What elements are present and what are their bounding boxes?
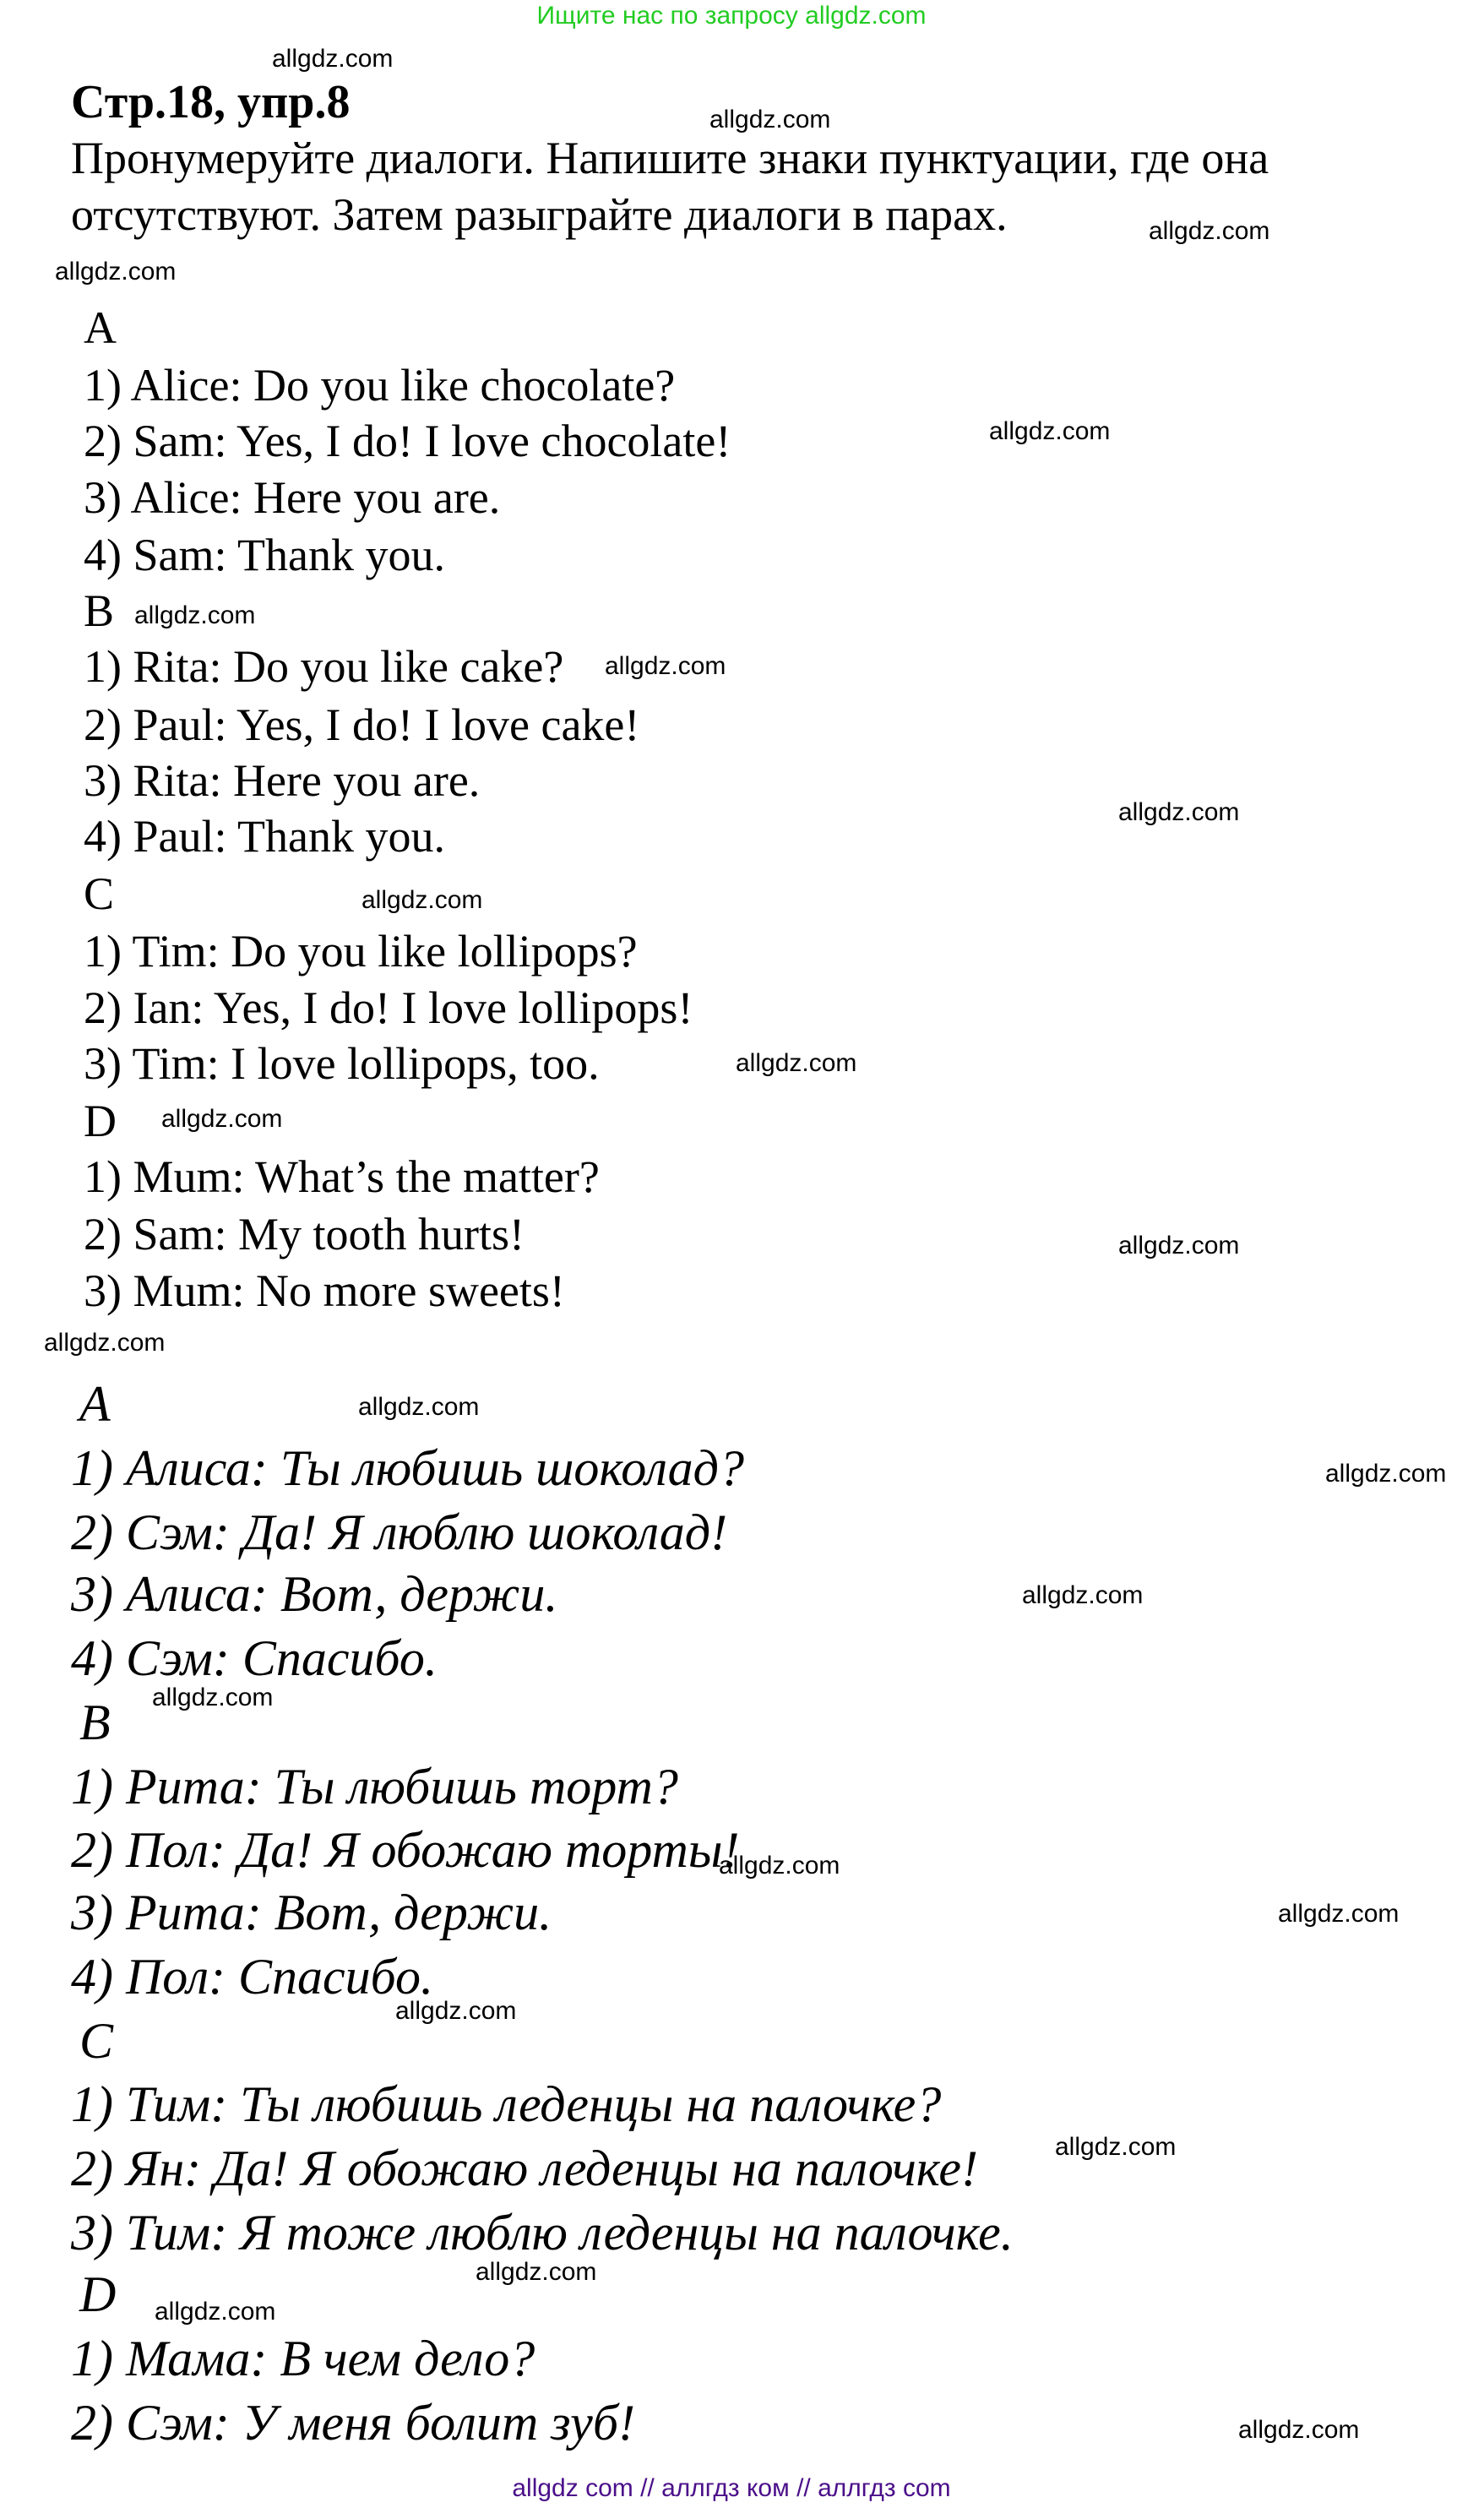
watermark: allgdz.com [55, 258, 177, 286]
search-hint-header: Ищите нас по запросу allgdz.com [536, 2, 927, 30]
watermark: allgdz.com [272, 45, 394, 73]
russian-dialogue-label: D [79, 2266, 117, 2322]
watermark: allgdz.com [989, 417, 1111, 445]
russian-dialogue-label: B [79, 1695, 111, 1750]
instruction-line-1: Пронумеруйте диалоги. Напишите знаки пунктуации, где она [71, 133, 1269, 183]
watermark: allgdz.com [709, 106, 831, 133]
watermark: allgdz.com [476, 2258, 597, 2286]
english-dialogue-line: 2) Sam: Yes, I do! I love chocolate! [84, 416, 731, 466]
watermark: allgdz.com [1149, 217, 1270, 245]
english-dialogue-line: 3) Tim: I love lollipops, too. [84, 1038, 600, 1089]
russian-dialogue-line: 1) Алиса: Ты любишь шоколад? [71, 1440, 744, 1496]
english-dialogue-line: 1) Alice: Do you like chocolate? [84, 360, 676, 411]
english-dialogue-label: C [84, 868, 115, 919]
russian-dialogue-line: 2) Сэм: Да! Я люблю шоколад! [71, 1504, 728, 1560]
russian-dialogue-line: 2) Ян: Да! Я обожаю леденцы на палочке! [71, 2141, 978, 2196]
russian-dialogue-line: 1) Тим: Ты любишь леденцы на палочке? [71, 2076, 942, 2132]
russian-dialogue-line: 1) Мама: В чем дело? [71, 2331, 535, 2386]
watermark: allgdz.com [44, 1329, 166, 1357]
watermark: allgdz.com [395, 1997, 517, 2025]
english-dialogue-line: 1) Tim: Do you like lollipops? [84, 926, 638, 977]
watermark: allgdz.com [1278, 1900, 1400, 1928]
watermark: allgdz.com [361, 886, 483, 914]
russian-dialogue-line: 4) Сэм: Спасибо. [71, 1630, 438, 1686]
watermark: allgdz.com [152, 1684, 274, 1711]
russian-dialogue-line: 4) Пол: Спасибо. [71, 1949, 433, 2005]
watermark: allgdz.com [161, 1105, 283, 1133]
english-dialogue-line: 3) Mum: No more sweets! [84, 1265, 565, 1316]
english-dialogue-label: A [84, 302, 117, 353]
watermark: allgdz.com [1325, 1460, 1447, 1488]
watermark: allgdz.com [1055, 2133, 1177, 2161]
russian-dialogue-line: 3) Тим: Я тоже люблю леденцы на палочке. [71, 2205, 1014, 2260]
english-dialogue-line: 2) Paul: Yes, I do! I love cake! [84, 699, 640, 750]
english-dialogue-line: 4) Paul: Thank you. [84, 811, 445, 862]
russian-dialogue-line: 3) Рита: Вот, держи. [71, 1885, 552, 1940]
russian-dialogue-line: 3) Алиса: Вот, держи. [71, 1566, 558, 1622]
watermark: allgdz.com [155, 2298, 276, 2326]
english-dialogue-line: 2) Ian: Yes, I do! I love lollipops! [84, 982, 693, 1033]
english-dialogue-line: 1) Rita: Do you like cake? [84, 641, 564, 692]
watermark: allgdz.com [1118, 1232, 1240, 1259]
watermark: allgdz.com [358, 1393, 480, 1421]
english-dialogue-line: 4) Sam: Thank you. [84, 530, 445, 580]
watermark: allgdz.com [605, 652, 726, 680]
watermark: allgdz.com [1022, 1581, 1144, 1609]
russian-dialogue-label: C [79, 2013, 114, 2069]
watermark: allgdz.com [1118, 798, 1240, 826]
english-dialogue-label: D [84, 1096, 117, 1146]
page-title: Стр.18, упр.8 [71, 76, 351, 128]
watermark: allgdz.com [719, 1852, 840, 1880]
russian-dialogue-line: 2) Пол: Да! Я обожаю торты! [71, 1822, 740, 1878]
footer-links: allgdz com // аллгдз ком // аллгдз com [512, 2474, 951, 2502]
instruction-line-2: отсутствуют. Затем разыграйте диалоги в парах. [71, 189, 1008, 240]
russian-dialogue-line: 1) Рита: Ты любишь торт? [71, 1759, 678, 1814]
english-dialogue-line: 3) Rita: Here you are. [84, 755, 481, 806]
english-dialogue-line: 2) Sam: My tooth hurts! [84, 1209, 525, 1259]
english-dialogue-label: B [84, 585, 115, 636]
english-dialogue-line: 3) Alice: Here you are. [84, 472, 501, 523]
english-dialogue-line: 1) Mum: What’s the matter? [84, 1151, 600, 1202]
watermark: allgdz.com [134, 601, 256, 629]
watermark: allgdz.com [1238, 2416, 1360, 2444]
russian-dialogue-label: A [79, 1376, 111, 1432]
watermark: allgdz.com [736, 1049, 857, 1077]
russian-dialogue-line: 2) Сэм: У меня болит зуб! [71, 2395, 635, 2451]
